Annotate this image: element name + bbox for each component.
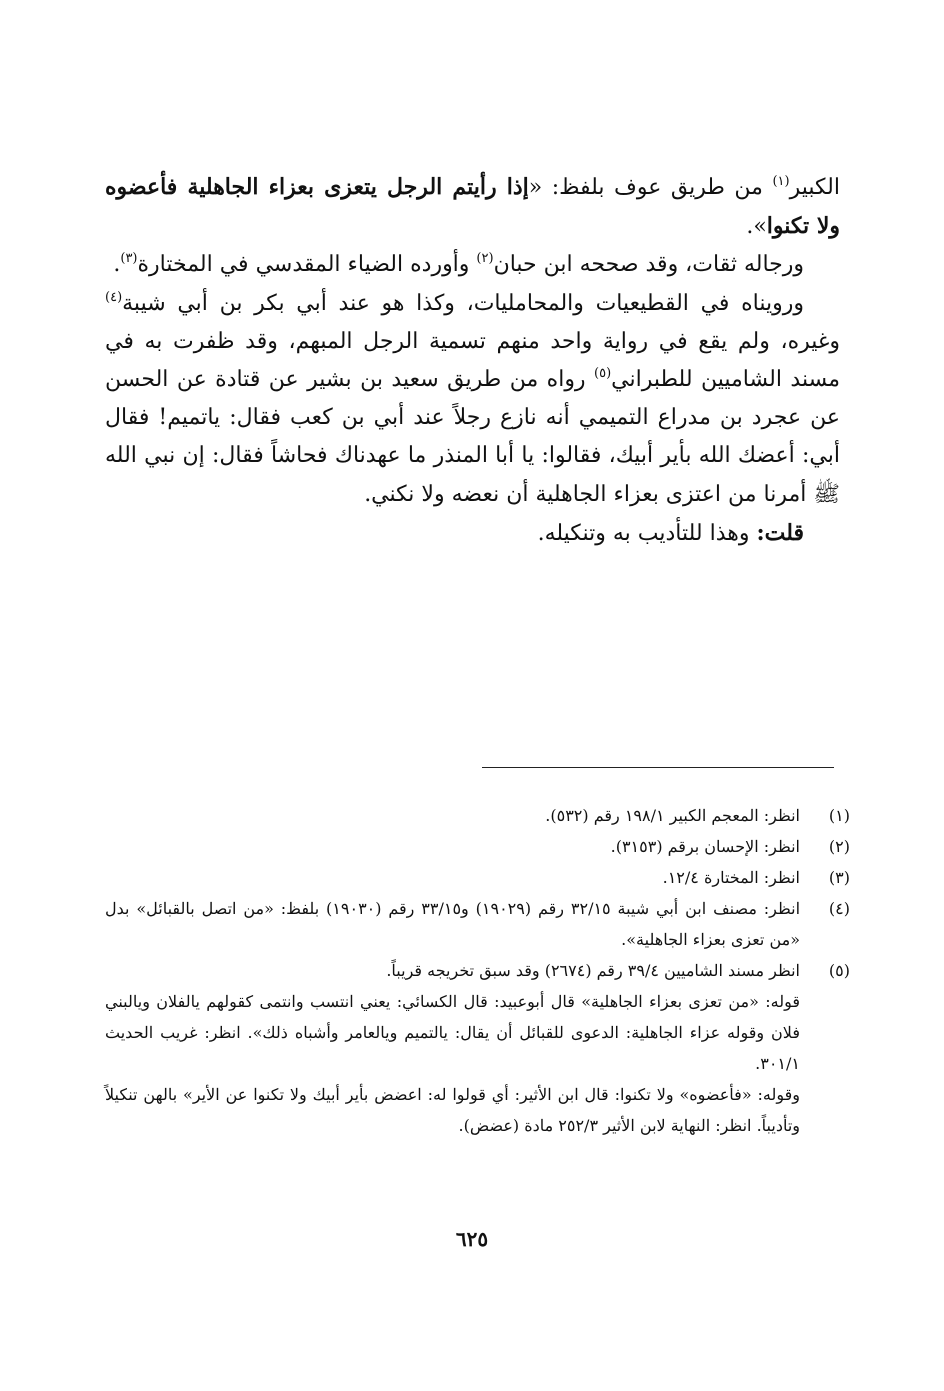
hadith-quote: إذا رأيتم الرجل يتعزى بعزاء الجاهلية فأعضوه ولا تكنوا (105, 174, 840, 240)
footnote-item (105, 955, 850, 986)
text-span: من طريق عوف بلفظ: « (528, 175, 773, 200)
footnote-text: انظر: المختارة ١٢/٤. (662, 868, 800, 887)
footnote-number: (٥) (828, 961, 850, 980)
text-span: رواه من طريق سعيد بن بشير عن قتادة عن الحسن عن عجرد بن مدراع التميمي أنه نازع رجلاً عند أبي بن كعب فقال: ياتميم! فقال أبي: أعضك الله بأير أبيك، فقالوا: يا أبا المنذر ما عهدناك فحاشاً فقال: إن نبي الله ﷺ أمرنا من اعتزى بعزاء الجاهلية أن نعضه ولا نكني. (105, 367, 840, 507)
footnotes (105, 800, 850, 1141)
footnote-item (105, 800, 850, 831)
text-span: الكبير (789, 175, 840, 200)
footnote-text: انظر: الإحسان برقم (٣١٥٣). (610, 837, 800, 856)
footnote-item (105, 893, 850, 955)
qultu-lead: قلت: (756, 519, 804, 546)
text-span: وهذا للتأديب به وتنكيله. (537, 520, 757, 546)
text-span: وغيره، ولم يقع في رواية واحد منهم تسمية الرجل المبهم، وقد ظفرت به في مسند الشاميين للطبراني (105, 328, 840, 393)
paragraph-2 (105, 246, 840, 284)
footnote-number: (٣) (828, 868, 850, 887)
footnote-item (105, 862, 850, 893)
footnote-ref-5[interactable]: (٥) (594, 366, 612, 382)
footnote-text: انظر: مصنف ابن أبي شيبة ٣٢/١٥ رقم (١٩٠٢٩) و٣٣/١٥ رقم (١٩٠٣٠) بلفظ: «من اتصل بالقبائل» بدل «من تعزى بعزاء الجاهلية». (105, 899, 801, 949)
paragraph-1 (105, 168, 840, 246)
text-span: ». (746, 214, 767, 240)
footnote-separator (482, 767, 834, 768)
text-span: . (113, 252, 121, 278)
footnote-ref-2[interactable]: (٢) (476, 251, 494, 267)
main-text (105, 168, 840, 553)
page-number: ٦٢٥ (455, 1227, 489, 1251)
footnote-ref-1[interactable]: (١) (772, 174, 790, 189)
text-span: وأورده الضياء المقدسي في المختارة (137, 252, 477, 278)
footnote-ref-3[interactable]: (٣) (120, 251, 138, 267)
footnote-text: انظر: المعجم الكبير ١٩٨/١ رقم (٥٣٢). (545, 806, 800, 825)
text-span: ورجاله ثقات، وقد صححه ابن حبان (493, 252, 804, 278)
footnote-continuation: وقوله: «فأعضوه» ولا تكنوا: قال ابن الأثير: أي قولوا له: اعضض بأير أبيك ولا تكنوا عن الأير» بالهن تنكيلاً وتأديباً. انظر: النهاية لابن الأثير ٢٥٢/٣ مادة (عضض). (105, 1085, 800, 1135)
footnote-number: (١) (828, 806, 850, 825)
footnote-number: (٤) (828, 899, 850, 918)
footnote-ref-4[interactable]: (٤) (105, 289, 123, 305)
footnote-number: (٢) (828, 837, 850, 856)
footnote-item (105, 831, 850, 862)
footnote-continuation: قوله: «من تعزى بعزاء الجاهلية» قال أبوعبيد: قال الكسائي: يعني انتسب وانتمى كقولهم يالفلان ويالبني فلان وقوله عزاء الجاهلية: الدعوى للقبائل أن يقال: يالتميم ويالعامر وأشباه ذلك». انظر: غريب الحديث ٣٠١/١. (105, 992, 800, 1073)
paragraph-3 (105, 285, 840, 514)
text-span: ورويناه في القطيعيات والمحامليات، وكذا هو عند أبي بكر بن أبي شيبة (122, 290, 804, 316)
paragraph-4 (105, 514, 840, 553)
footnote-text: انظر مسند الشاميين ٣٩/٤ رقم (٢٦٧٤) وقد سبق تخريجه قريباً. (386, 961, 800, 980)
